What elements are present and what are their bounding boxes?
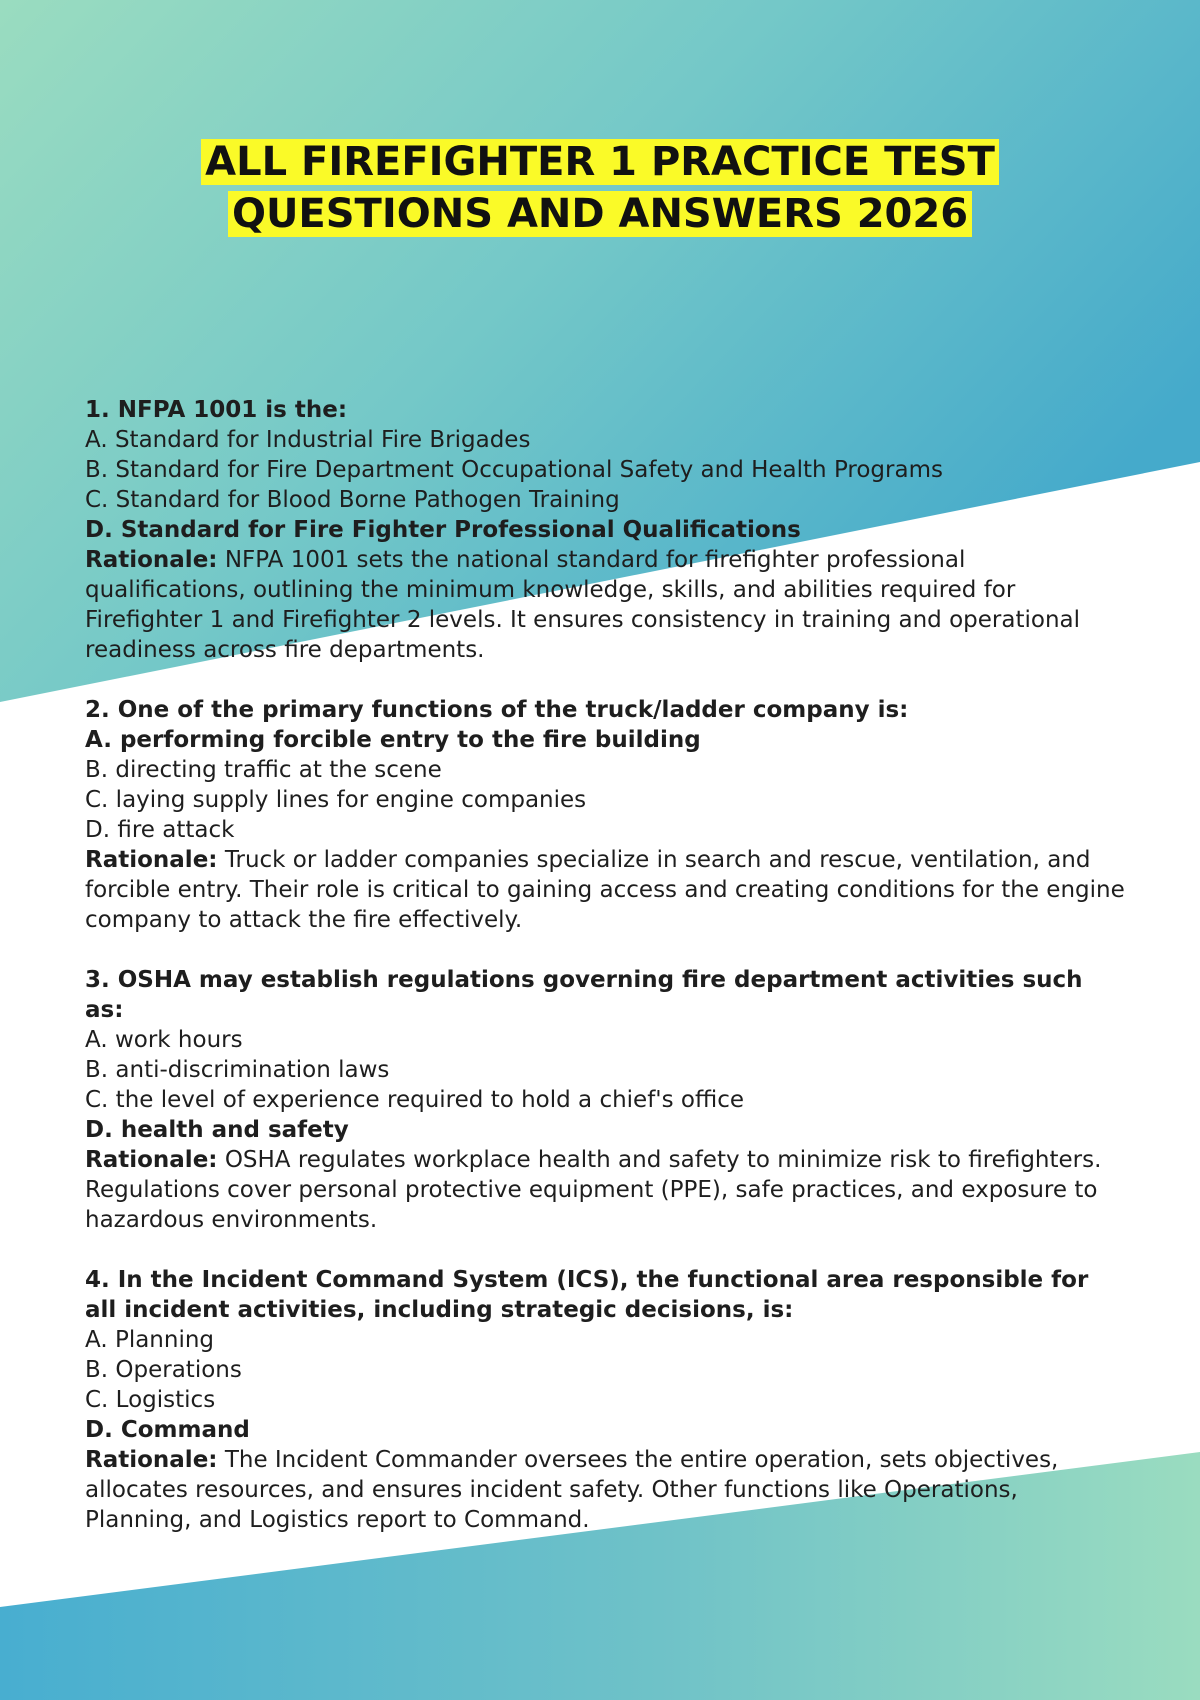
rationale-label: Rationale: [85,547,218,573]
rationale-text: NFPA 1001 sets the national standard for firefighter professional qualifications, outlining the minimum knowledge, skills, and abilities required for Firefighter 1 and Firefighter 2 levels. It ensures consistency in training and operational readiness across fire departments. [85,547,1081,663]
rationale [85,1445,1125,1535]
option-c: C. the level of experience required to hold a chief's office [85,1087,745,1113]
questions-list [85,395,1125,1565]
question-3 [85,965,1125,1235]
question-text: 3. OSHA may establish regulations governing fire department activities such as: [85,967,1083,1023]
rationale-text: OSHA regulates workplace health and safety to minimize risk to firefighters. Regulations cover personal protective equipment (PPE), safe practices, and exposure to hazardous environments. [85,1147,1102,1233]
option-b: B. directing traffic at the scene [85,757,442,783]
option-a-correct: A. performing forcible entry to the fire building [85,727,701,753]
option-d-correct: D. Standard for Fire Fighter Professional Qualifications [85,517,801,543]
question-text: 2. One of the primary functions of the truck/ladder company is: [85,697,909,723]
option-b: B. Standard for Fire Department Occupational Safety and Health Programs [85,457,943,483]
question-4 [85,1265,1125,1535]
option-a: A. Standard for Industrial Fire Brigades [85,427,531,453]
rationale-label: Rationale: [85,1147,218,1173]
rationale [85,1145,1125,1235]
page-title [0,136,1200,240]
option-a: A. Planning [85,1327,215,1353]
option-c: C. Standard for Blood Borne Pathogen Training [85,487,620,513]
option-d: D. fire attack [85,817,235,843]
rationale [85,545,1125,665]
option-c: C. Logistics [85,1387,216,1413]
rationale [85,845,1125,935]
rationale-text: Truck or ladder companies specialize in search and rescue, ventilation, and forcible entry. Their role is critical to gaining access and creating conditions for the engine company to attack the fire effectively. [85,847,1125,933]
option-b: B. anti-discrimination laws [85,1057,390,1083]
title-line-1: ALL FIREFIGHTER 1 PRACTICE TEST [201,139,999,185]
option-d-correct: D. Command [85,1417,250,1443]
option-b: B. Operations [85,1357,242,1383]
option-a: A. work hours [85,1027,243,1053]
question-text: 1. NFPA 1001 is the: [85,397,348,423]
title-line-2: QUESTIONS AND ANSWERS 2026 [228,191,972,237]
question-2 [85,695,1125,935]
question-1 [85,395,1125,665]
question-text: 4. In the Incident Command System (ICS), the functional area responsible for all incident activities, including strategic decisions, is: [85,1267,1089,1323]
option-d-correct: D. health and safety [85,1117,349,1143]
rationale-text: The Incident Commander oversees the entire operation, sets objectives, allocates resources, and ensures incident safety. Other functions like Operations, Planning, and Logistics report to Command. [85,1447,1059,1533]
rationale-label: Rationale: [85,847,218,873]
rationale-label: Rationale: [85,1447,218,1473]
option-c: C. laying supply lines for engine companies [85,787,587,813]
